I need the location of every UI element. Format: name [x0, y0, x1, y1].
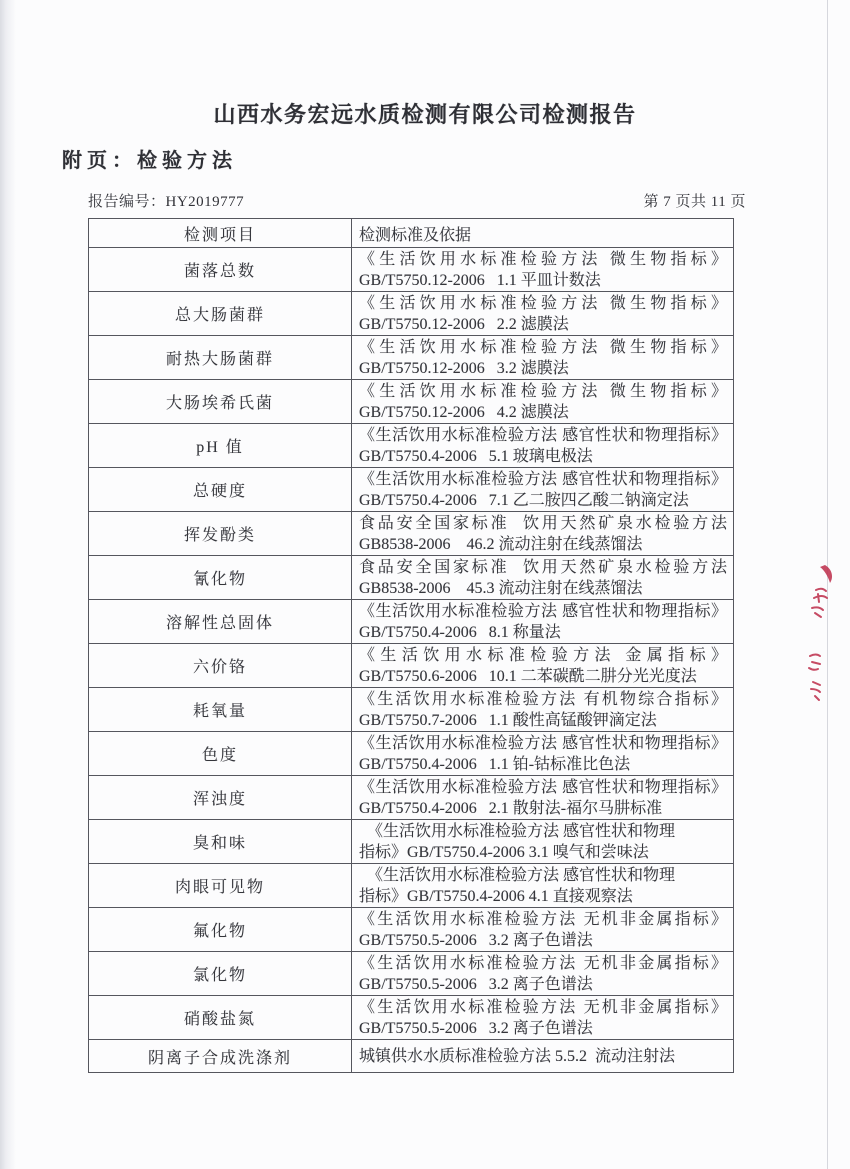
table-row [89, 952, 734, 996]
item-cell: 耐热大肠菌群 [89, 336, 352, 380]
table-row [89, 248, 734, 292]
standard-line: 食品安全国家标准 饮用天然矿泉水检验方法 [359, 514, 727, 532]
item-cell: 大肠埃希氏菌 [89, 380, 352, 424]
standard-line: 《生活饮用水标准检验方法 感官性状和物理指标》 [359, 602, 727, 620]
standard-line: GB/T5750.4-2006 8.1 称量法 [359, 623, 561, 641]
standard-cell [352, 820, 734, 864]
table-header-row [89, 219, 734, 248]
table-row [89, 688, 734, 732]
table-row [89, 644, 734, 688]
standard-line: 城镇供水水质标准检验方法 5.5.2 流动注射法 [359, 1047, 676, 1065]
column-header-item: 检测项目 [89, 219, 352, 248]
standard-line: 《生活饮用水标准检验方法 微生物指标》 [359, 294, 727, 312]
table-row [89, 380, 734, 424]
item-cell: 氰化物 [89, 556, 352, 600]
standard-line: GB/T5750.4-2006 1.1 铂-钴标准比色法 [359, 755, 631, 773]
item-cell: 总大肠菌群 [89, 292, 352, 336]
standard-line: 《生活饮用水标准检验方法 金属指标》 [359, 646, 727, 664]
standard-cell [352, 292, 734, 336]
standard-line: 食品安全国家标准 饮用天然矿泉水检验方法 [359, 558, 727, 576]
item-cell: 菌落总数 [89, 248, 352, 292]
item-cell: 浑浊度 [89, 776, 352, 820]
standard-line: GB/T5750.5-2006 3.2 离子色谱法 [359, 1019, 593, 1037]
item-cell: 总硬度 [89, 468, 352, 512]
page-title: 山西水务宏远水质检测有限公司检测报告 [213, 102, 637, 127]
standard-line: 《生活饮用水标准检验方法 无机非金属指标》 [359, 954, 727, 972]
standard-line: 《生活饮用水标准检验方法 感官性状和物理 [359, 822, 676, 840]
standard-cell [352, 644, 734, 688]
report-number [88, 190, 244, 211]
table-row [89, 600, 734, 644]
table-row [89, 996, 734, 1040]
standard-cell [352, 248, 734, 292]
standard-line: 《生活饮用水标准检验方法 无机非金属指标》 [359, 910, 727, 928]
item-cell: 肉眼可见物 [89, 864, 352, 908]
table-row [89, 424, 734, 468]
item-cell: 臭和味 [89, 820, 352, 864]
standard-line: GB/T5750.7-2006 1.1 酸性高锰酸钾滴定法 [359, 711, 657, 729]
column-header-standard: 检测标准及依据 [352, 219, 734, 248]
standard-line: GB/T5750.12-2006 1.1 平皿计数法 [359, 271, 601, 289]
item-cell: 挥发酚类 [89, 512, 352, 556]
standard-line: 《生活饮用水标准检验方法 无机非金属指标》 [359, 998, 727, 1016]
table-row [89, 908, 734, 952]
standard-line: 《生活饮用水标准检验方法 感官性状和物理指标》 [359, 734, 727, 752]
standard-line: 《生活饮用水标准检验方法 微生物指标》 [359, 338, 727, 356]
table-row [89, 776, 734, 820]
table-row [89, 292, 734, 336]
standard-cell [352, 468, 734, 512]
item-cell: pH 值 [89, 424, 352, 468]
standard-cell [352, 864, 734, 908]
item-cell: 色度 [89, 732, 352, 776]
standard-line: 《生活饮用水标准检验方法 感官性状和物理指标》 [359, 470, 727, 488]
standard-line: 《生活饮用水标准检验方法 微生物指标》 [359, 250, 727, 268]
table-row [89, 512, 734, 556]
standard-cell [352, 512, 734, 556]
table-row [89, 820, 734, 864]
standard-cell [352, 952, 734, 996]
standard-cell [352, 380, 734, 424]
standard-cell [352, 600, 734, 644]
item-cell: 六价铬 [89, 644, 352, 688]
standard-line: GB/T5750.12-2006 3.2 滤膜法 [359, 359, 569, 377]
standard-cell [352, 1040, 734, 1073]
report-meta-row [88, 190, 746, 211]
standard-cell [352, 556, 734, 600]
report-number-label: 报告编号： [88, 194, 166, 210]
standard-cell [352, 424, 734, 468]
standard-line: GB/T5750.4-2006 2.1 散射法-福尔马肼标准 [359, 799, 663, 817]
standard-line: 《生活饮用水标准检验方法 有机物综合指标》 [359, 690, 727, 708]
methods-table [88, 218, 734, 1073]
item-cell: 耗氧量 [89, 688, 352, 732]
standard-line: 《生活饮用水标准检验方法 感官性状和物理指标》 [359, 426, 727, 444]
standard-line: GB/T5750.5-2006 3.2 离子色谱法 [359, 931, 593, 949]
standard-line: GB8538-2006 45.3 流动注射在线蒸馏法 [359, 579, 643, 597]
table-row [89, 732, 734, 776]
standard-cell [352, 336, 734, 380]
standard-cell [352, 996, 734, 1040]
table-row [89, 468, 734, 512]
standard-line: 指标》GB/T5750.4-2006 3.1 嗅气和尝味法 [359, 843, 649, 861]
standard-line: 指标》GB/T5750.4-2006 4.1 直接观察法 [359, 887, 633, 905]
table-row [89, 556, 734, 600]
standard-line: GB/T5750.12-2006 2.2 滤膜法 [359, 315, 569, 333]
standard-line: 《生活饮用水标准检验方法 感官性状和物理 [359, 866, 676, 884]
item-cell: 氟化物 [89, 908, 352, 952]
standard-line: GB/T5750.6-2006 10.1 二苯碳酰二肼分光光度法 [359, 667, 697, 685]
standard-cell [352, 776, 734, 820]
scanner-edge-shadow [0, 0, 16, 1169]
item-cell: 溶解性总固体 [89, 600, 352, 644]
standard-cell [352, 688, 734, 732]
page-indicator: 第 7 页共 11 页 [643, 194, 746, 210]
item-cell: 氯化物 [89, 952, 352, 996]
report-number-value: HY2019777 [165, 194, 245, 210]
standard-line: GB/T5750.4-2006 7.1 乙二胺四乙酸二钠滴定法 [359, 491, 689, 509]
table-row [89, 336, 734, 380]
standard-line: GB/T5750.4-2006 5.1 玻璃电极法 [359, 447, 593, 465]
standard-line: 《生活饮用水标准检验方法 感官性状和物理指标》 [359, 778, 727, 796]
item-cell: 阴离子合成洗涤剂 [89, 1040, 352, 1073]
standard-line: GB/T5750.12-2006 4.2 滤膜法 [359, 403, 569, 421]
table-row [89, 864, 734, 908]
table-row [89, 1040, 734, 1073]
red-stamp-fragment-icon [798, 556, 838, 716]
standard-line: 《生活饮用水标准检验方法 微生物指标》 [359, 382, 727, 400]
standard-line: GB8538-2006 46.2 流动注射在线蒸馏法 [359, 535, 643, 553]
standard-cell [352, 732, 734, 776]
standard-cell [352, 908, 734, 952]
page-subtitle: 附页：检验方法 [62, 150, 237, 172]
standard-line: GB/T5750.5-2006 3.2 离子色谱法 [359, 975, 593, 993]
item-cell: 硝酸盐氮 [89, 996, 352, 1040]
